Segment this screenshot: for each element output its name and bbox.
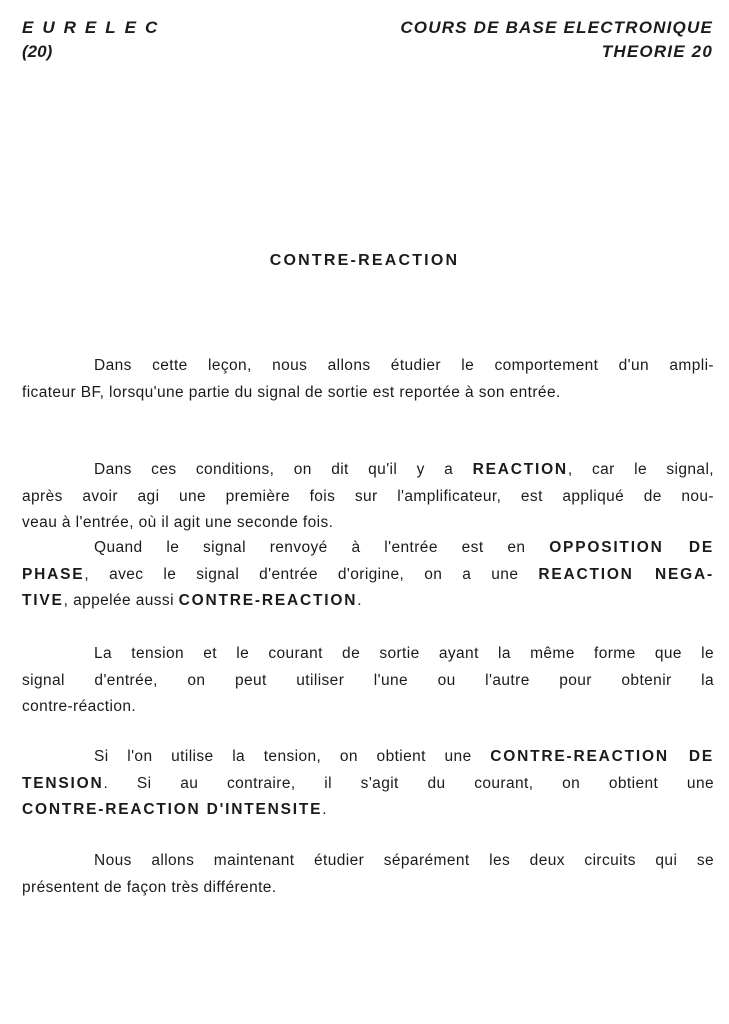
text-run: . Si au contraire, il s'agit du courant, on obtient une <box>103 774 714 792</box>
paragraph-line: veau à l'entrée, où il agit une seconde fois. <box>22 514 334 531</box>
paragraph-2 <box>22 457 714 537</box>
brand-name: EURELEC <box>22 18 167 37</box>
lesson-number: (20) <box>22 42 53 61</box>
paragraph-line <box>22 535 714 562</box>
paragraph-4 <box>22 641 714 721</box>
emphasis-term: REACTION NEGA- <box>538 565 714 583</box>
paragraph-line: présentent de façon très différente. <box>22 878 277 896</box>
paragraph-line <box>22 771 714 798</box>
header-right <box>400 16 713 64</box>
text-run: Dans ces conditions, on dit qu'il y a <box>94 461 473 478</box>
page-title: CONTRE-REACTION <box>269 252 460 269</box>
paragraph-line: contre-réaction. <box>22 698 137 715</box>
paragraph-1 <box>22 353 714 406</box>
text-run: Quand le signal renvoyé à l'entrée est en <box>94 539 550 556</box>
text-run: , car le signal, <box>567 461 714 478</box>
text-run: , avec le signal d'entrée d'origine, on a une <box>84 565 539 583</box>
course-title: COURS DE BASE ELECTRONIQUE <box>400 18 713 37</box>
emphasis-term: CONTRE-REACTION <box>178 592 358 609</box>
emphasis-term: CONTRE-REACTION D'INTENSITE <box>22 801 323 818</box>
paragraph-3 <box>22 535 714 615</box>
paragraph-5 <box>22 744 714 824</box>
header-left <box>22 16 166 64</box>
paragraph-line: ficateur BF, lorsqu'une partie du signal de sortie est reportée à son entrée. <box>22 383 561 401</box>
paragraph-line: après avoir agi une première fois sur l'amplificateur, est appliqué de nou- <box>22 487 714 505</box>
emphasis-term: OPPOSITION DE <box>549 539 714 556</box>
paragraph-line <box>22 744 714 771</box>
paragraph-line <box>22 457 714 484</box>
emphasis-term: PHASE <box>22 565 85 583</box>
paragraph-line <box>22 562 714 589</box>
emphasis-term: TENSION <box>22 774 104 792</box>
emphasis-term: REACTION <box>472 461 568 478</box>
paragraph-line <box>22 588 714 615</box>
paragraph-line: signal d'entrée, on peut utiliser l'une ou l'autre pour obtenir la <box>22 671 714 689</box>
emphasis-term: CONTRE-REACTION DE <box>490 748 714 765</box>
text-run: . <box>322 801 328 818</box>
text-run: Si l'on utilise la tension, on obtient une <box>94 748 491 765</box>
theory-label: THEORIE 20 <box>601 42 713 61</box>
paragraph-line: Nous allons maintenant étudier séparément les deux circuits qui se <box>94 852 714 869</box>
emphasis-term: TIVE <box>22 592 64 609</box>
paragraph-line: La tension et le courant de sortie ayant la même forme que le <box>94 645 714 662</box>
paragraph-line: Dans cette leçon, nous allons étudier le comportement d'un ampli- <box>94 357 714 374</box>
text-run: , appelée aussi <box>63 592 179 609</box>
text-run: . <box>357 592 362 609</box>
paragraph-6 <box>22 848 714 901</box>
paragraph-line <box>22 797 714 824</box>
